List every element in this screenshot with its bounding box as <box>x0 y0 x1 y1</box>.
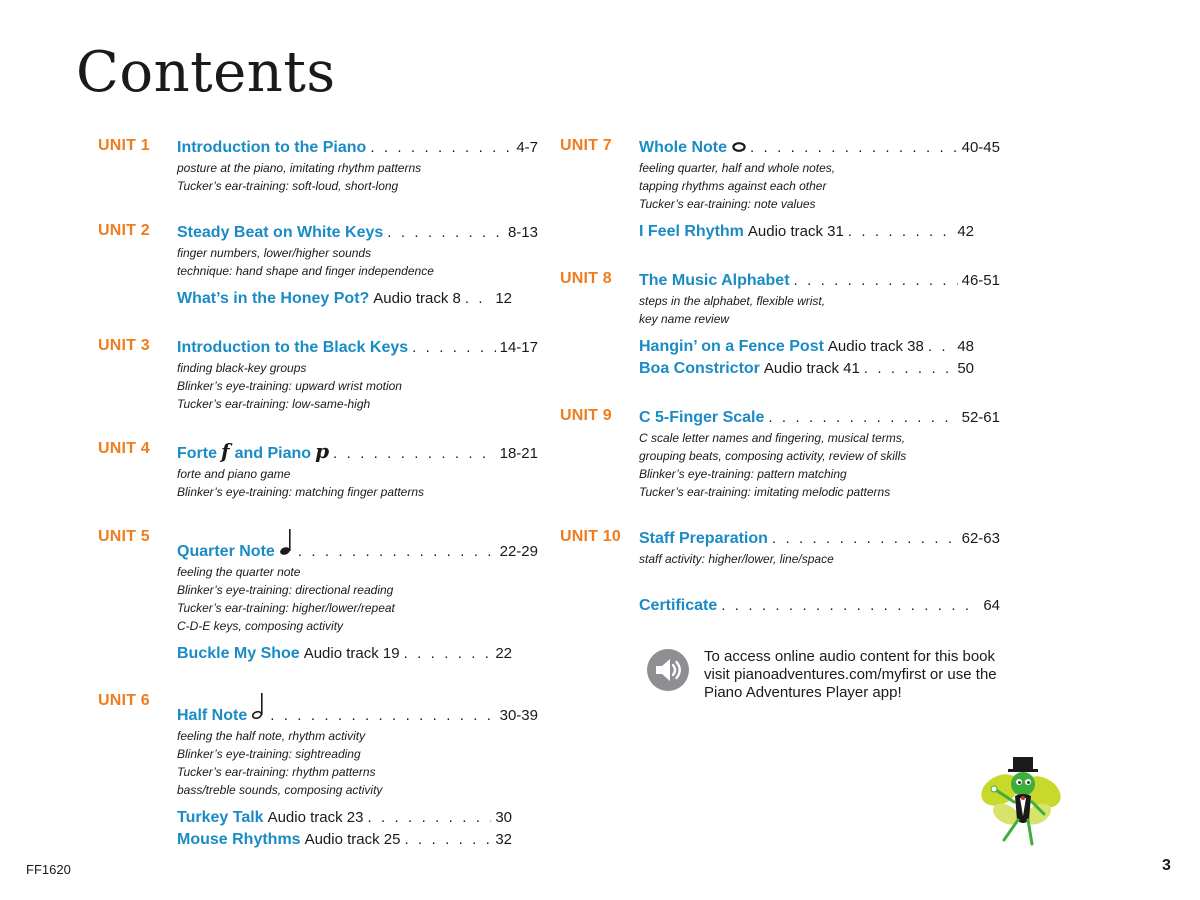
entry-pages: 52-61 <box>961 409 1000 426</box>
entry-title[interactable]: Staff Preparation <box>639 530 768 547</box>
song-page: 48 <box>957 338 974 355</box>
entry-row[interactable] <box>639 407 1000 429</box>
unit-1 <box>98 137 538 195</box>
song-title[interactable]: Mouse Rhythms <box>177 831 301 848</box>
unit-label: UNIT 5 <box>98 528 150 545</box>
song-row[interactable] <box>177 829 512 851</box>
dot-leader <box>750 137 958 159</box>
unit-10 <box>560 528 1000 568</box>
unit-6 <box>98 692 538 851</box>
song-row[interactable] <box>177 288 512 310</box>
entry-row[interactable] <box>177 137 538 159</box>
song-row[interactable] <box>639 336 974 358</box>
contents-column-right <box>560 137 1000 644</box>
song-title[interactable]: Hangin’ on a Fence Post <box>639 338 824 355</box>
entry-row[interactable] <box>177 692 538 727</box>
entry-description: feeling quarter, half and whole notes, tapping rhythms against each other Tucker’s ear-training: note values <box>639 161 836 211</box>
song-page: 32 <box>495 831 512 848</box>
entry-pages: 46-51 <box>961 272 1000 289</box>
song-title[interactable]: Boa Constrictor <box>639 360 760 377</box>
song-row[interactable] <box>639 221 974 243</box>
dot-leader <box>465 288 491 310</box>
entry-title[interactable]: Half Note <box>177 707 248 724</box>
audio-track: Audio track 25 <box>304 831 401 848</box>
entry-title[interactable]: C 5-Finger Scale <box>639 409 765 426</box>
entry-pages: 4-7 <box>516 139 538 156</box>
audio-track: Audio track 41 <box>763 360 860 377</box>
unit-2 <box>98 222 538 310</box>
forte-symbol-icon: f <box>221 439 230 463</box>
entry-row[interactable] <box>177 337 538 359</box>
entry-description: staff activity: higher/lower, line/space <box>639 552 834 566</box>
dot-leader <box>721 595 979 617</box>
entry-row[interactable] <box>639 270 1000 292</box>
contents-column-left <box>98 137 538 878</box>
entry-row[interactable] <box>177 222 538 244</box>
audio-access-note <box>646 648 1014 702</box>
unit-label: UNIT 7 <box>560 137 612 154</box>
entry-description: C scale letter names and fingering, musical terms, grouping beats, composing activity, review of skills Blinker’s eye-training: pattern matching Tucker’s ear-training: imitating melodic patterns <box>639 431 907 499</box>
song-page: 12 <box>495 290 512 307</box>
speaker-icon <box>646 648 690 702</box>
dot-leader <box>387 222 504 244</box>
song-page: 50 <box>957 360 974 377</box>
entry-pages: 18-21 <box>499 445 538 462</box>
unit-label: UNIT 6 <box>98 692 150 709</box>
song-row[interactable] <box>177 807 512 829</box>
unit-label: UNIT 8 <box>560 270 612 287</box>
unit-4 <box>98 440 538 501</box>
unit-label: UNIT 1 <box>98 137 150 154</box>
audio-track: Audio track 8 <box>373 290 461 307</box>
entry-description: feeling the quarter note Blinker’s eye-training: directional reading Tucker’s ear-training: higher/lower/repeat C-D-E keys, composing activity <box>177 565 395 633</box>
entry-title[interactable]: Forte <box>177 445 217 462</box>
dot-leader <box>270 705 495 727</box>
entry-row[interactable] <box>177 440 538 465</box>
song-title[interactable]: Turkey Talk <box>177 809 264 826</box>
unit-label: UNIT 4 <box>98 440 150 457</box>
audio-track: Audio track 19 <box>303 645 400 662</box>
unit-label: UNIT 10 <box>560 528 621 545</box>
audio-track: Audio track 23 <box>267 809 364 826</box>
entry-pages: 40-45 <box>961 139 1000 156</box>
entry-description: posture at the piano, imitating rhythm patterns Tucker’s ear-training: soft-loud, short-long <box>177 161 422 193</box>
unit-5 <box>98 528 538 665</box>
song-page: 22 <box>495 645 512 662</box>
firefly-mascot-icon <box>968 752 1072 861</box>
entry-row[interactable] <box>177 528 538 563</box>
entry-title[interactable]: Quarter Note <box>177 543 275 560</box>
unit-3 <box>98 337 538 413</box>
unit-label: UNIT 3 <box>98 337 150 354</box>
dot-leader <box>370 137 512 159</box>
piano-symbol-icon: p <box>315 439 330 463</box>
entry-description: steps in the alphabet, flexible wrist, key name review <box>639 294 826 326</box>
product-code: FF1620 <box>26 862 71 877</box>
entry-pages: 62-63 <box>961 530 1000 547</box>
audio-track: Audio track 31 <box>747 223 844 240</box>
entry-description: feeling the half note, rhythm activity Blinker’s eye-training: sightreading Tucker’s ear-training: rhythm patterns bass/treble sounds, composing activity <box>177 729 383 797</box>
entry-pages: 8-13 <box>507 224 538 241</box>
dot-leader <box>772 528 958 550</box>
entry-pages: 64 <box>983 597 1000 614</box>
entry-pages: 30-39 <box>499 707 538 724</box>
entry-title[interactable]: Introduction to the Piano <box>177 139 367 156</box>
entry-title[interactable]: Certificate <box>639 597 718 614</box>
entry-row[interactable] <box>639 137 1000 159</box>
song-page: 42 <box>957 223 974 240</box>
entry-title[interactable]: Steady Beat on White Keys <box>177 224 384 241</box>
entry-description: finding black-key groups Blinker’s eye-training: upward wrist motion Tucker’s ear-training: low-same-high <box>177 361 402 411</box>
dot-leader <box>333 443 496 465</box>
whole-note-icon <box>732 137 746 159</box>
entry-description: forte and piano game Blinker’s eye-training: matching finger patterns <box>177 467 425 499</box>
entry-pages: 14-17 <box>499 339 538 356</box>
unit-label: UNIT 2 <box>98 222 150 239</box>
dot-leader <box>794 270 958 292</box>
entry-title[interactable]: The Music Alphabet <box>639 272 790 289</box>
entry-description: finger numbers, lower/higher sounds technique: hand shape and finger independence <box>177 246 434 278</box>
unit-label: UNIT 9 <box>560 407 612 424</box>
dot-leader <box>404 829 491 851</box>
dot-leader <box>768 407 957 429</box>
dot-leader <box>848 221 954 243</box>
certificate-entry <box>560 595 1000 617</box>
dot-leader <box>298 541 496 563</box>
dot-leader <box>367 807 491 829</box>
song-page: 30 <box>495 809 512 826</box>
dot-leader <box>412 337 495 359</box>
entry-title[interactable]: Whole Note <box>639 139 727 156</box>
unit-7 <box>560 137 1000 243</box>
song-row[interactable] <box>177 643 512 665</box>
entry-row[interactable] <box>639 595 1000 617</box>
dot-leader <box>864 358 954 380</box>
entry-title-continued[interactable]: and Piano <box>234 445 312 462</box>
half-note-icon <box>252 692 266 727</box>
page-title: Contents <box>76 40 336 105</box>
song-title[interactable]: What’s in the Honey Pot? <box>177 290 370 307</box>
entry-pages: 22-29 <box>499 543 538 560</box>
unit-8 <box>560 270 1000 380</box>
unit-9 <box>560 407 1000 501</box>
dot-leader <box>928 336 954 358</box>
song-row[interactable] <box>639 358 974 380</box>
song-title[interactable]: Buckle My Shoe <box>177 645 300 662</box>
audio-track: Audio track 38 <box>827 338 924 355</box>
entry-title[interactable]: Introduction to the Black Keys <box>177 339 409 356</box>
dot-leader <box>404 643 492 665</box>
page-number: 3 <box>1162 857 1171 874</box>
quarter-note-icon <box>280 528 294 563</box>
audio-note-text: To access online audio content for this book visit pianoadventures.com/myfirst or use the Piano Adventures Player app! <box>704 648 997 701</box>
entry-row[interactable] <box>639 528 1000 550</box>
song-title[interactable]: I Feel Rhythm <box>639 223 744 240</box>
